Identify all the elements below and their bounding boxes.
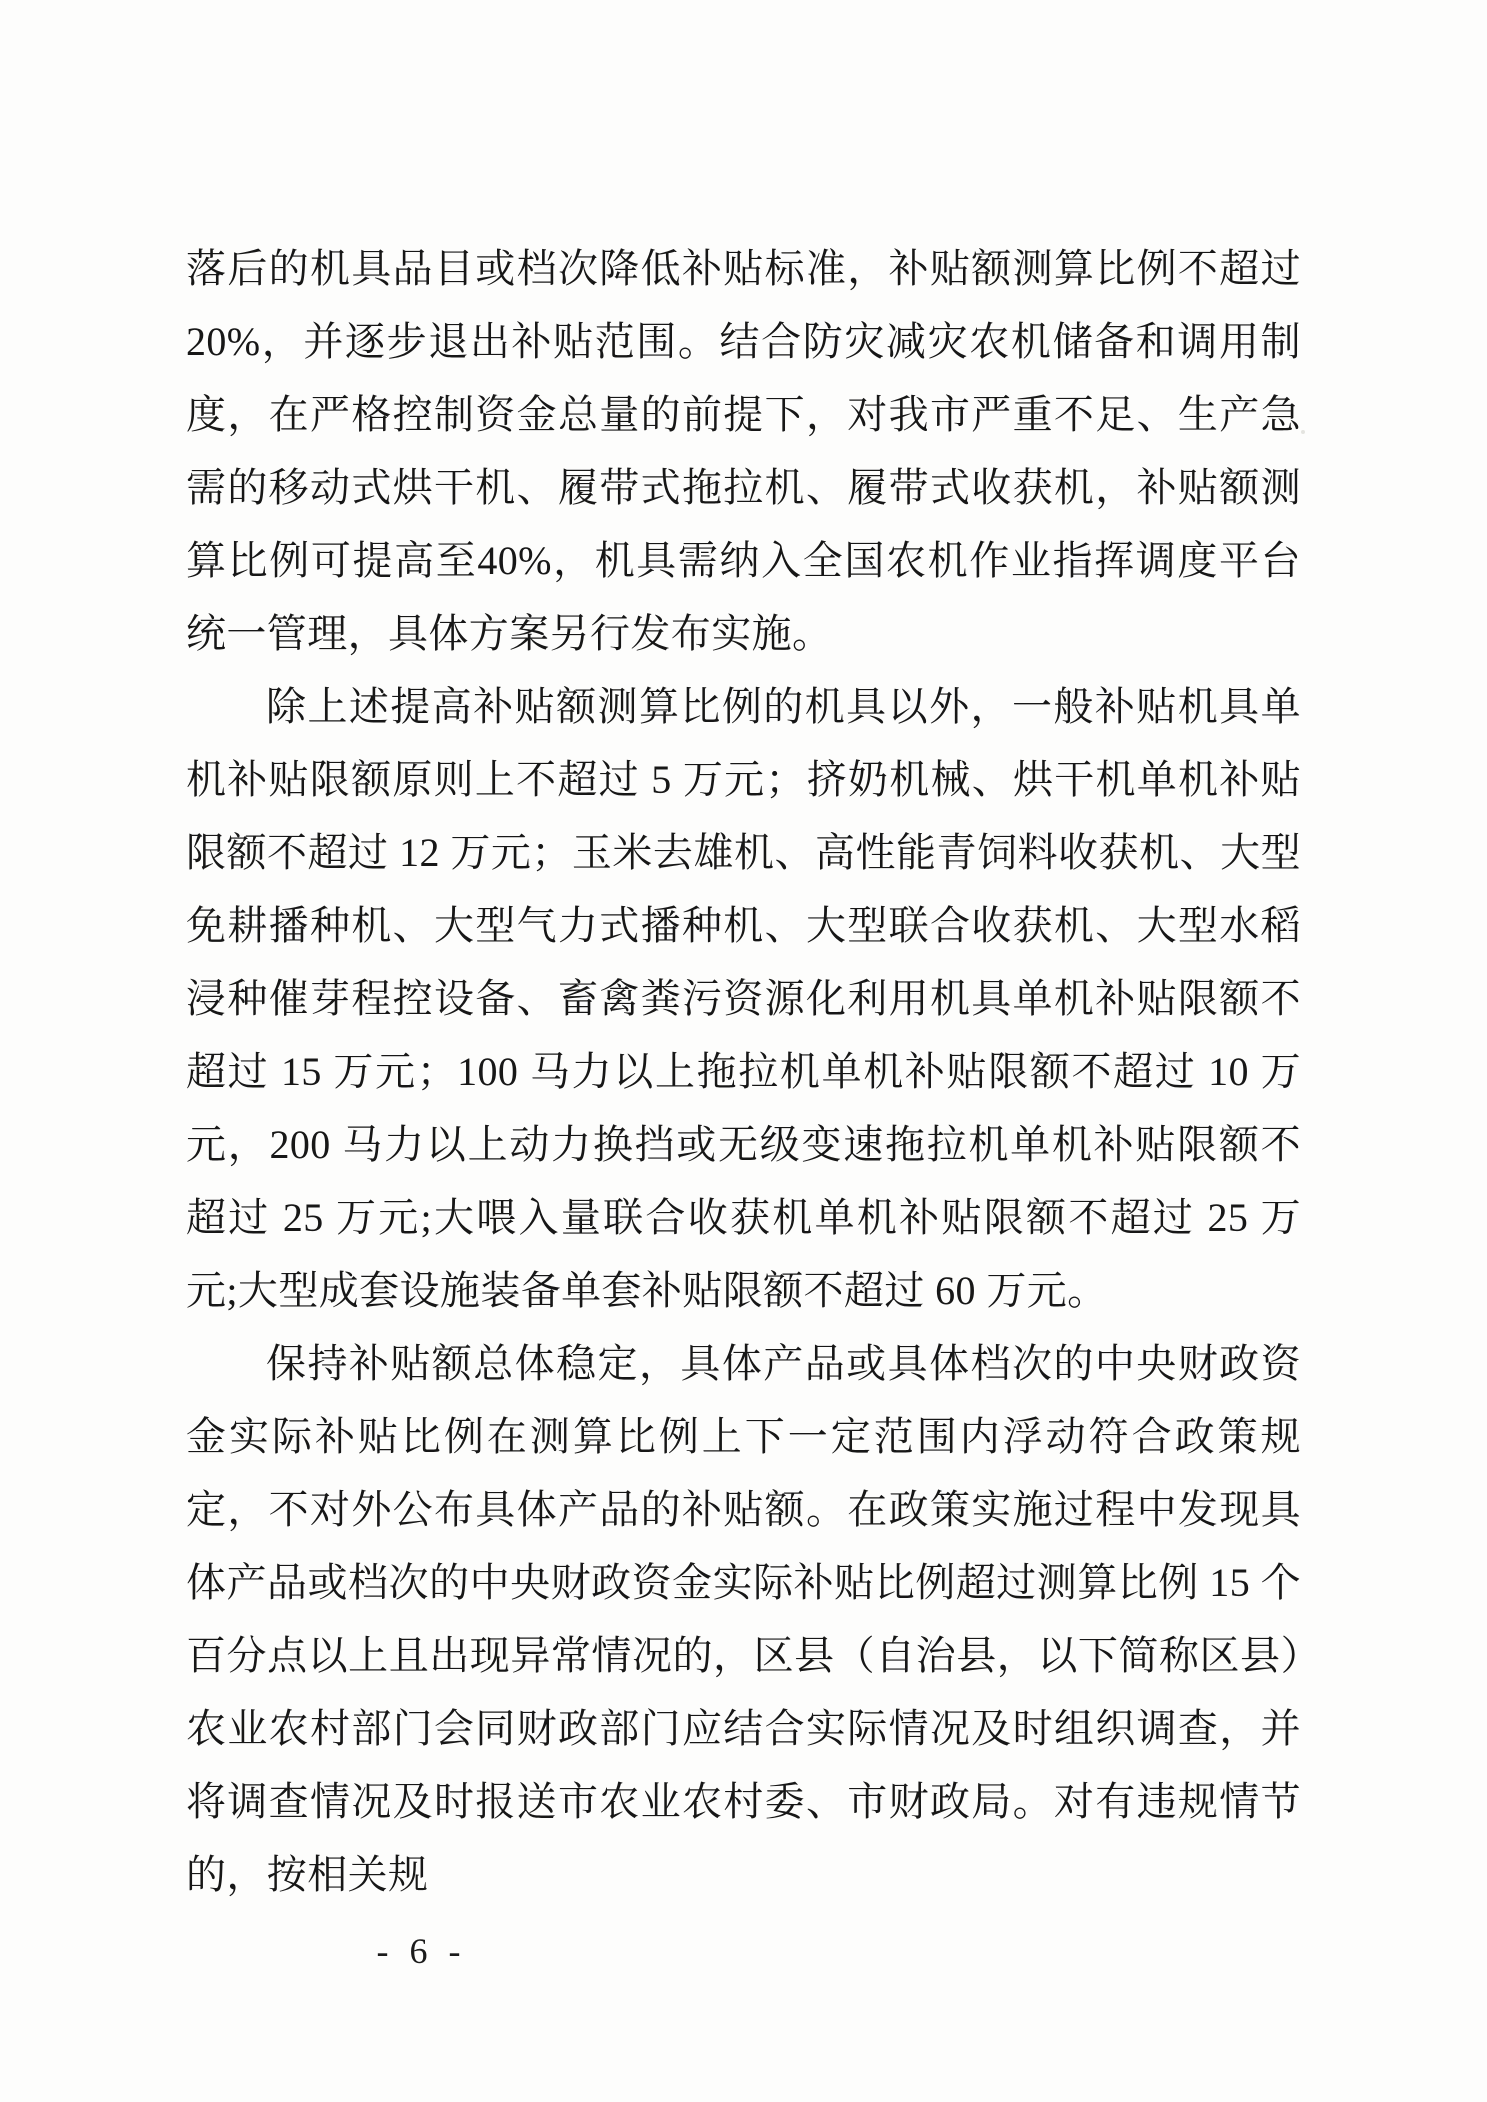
document-body: [186, 232, 1301, 1911]
paper-speck: [1301, 430, 1305, 434]
paragraph-1: 落后的机具品目或档次降低补贴标准，补贴额测算比例不超过20%，并逐步退出补贴范围。结合防灾减灾农机储备和调用制度，在严格控制资金总量的前提下，对我市严重不足、生产急需的移动式烘干机、履带式拖拉机、履带式收获机，补贴额测算比例可提高至40%，机具需纳入全国农机作业指挥调度平台统一管理，具体方案另行发布实施。: [186, 246, 1301, 656]
paragraph-3: 保持补贴额总体稳定，具体产品或具体档次的中央财政资金实际补贴比例在测算比例上下一定范围内浮动符合政策规定，不对外公布具体产品的补贴额。在政策实施过程中发现具体产品或档次的中央财政资金实际补贴比例超过测算比例 15 个百分点以上且出现异常情况的，区县（自治县，以下简称区县）农业农村部门会同财政部门应结合实际情况及时组织调查，并将调查情况及时报送市农业农村委、市财政局。对有违规情节的，按相关规: [186, 1341, 1301, 1897]
page-number-label: - 6 -: [376, 1931, 467, 1971]
paragraph-2: 除上述提高补贴额测算比例的机具以外，一般补贴机具单机补贴限额原则上不超过 5 万元；挤奶机械、烘干机单机补贴限额不超过 12 万元；玉米去雄机、高性能青饲料收获机、大型免耕播种机、大型气力式播种机、大型联合收获机、大型水稻浸种催芽程控设备、畜禽粪污资源化利用机具单机补贴限额不超过 15 万元；100 马力以上拖拉机单机补贴限额不超过 10 万元，200 马力以上动力换挡或无级变速拖拉机单机补贴限额不超过 25 万元;大喂入量联合收获机单机补贴限额不超过 25 万元;大型成套设施装备单套补贴限额不超过 60 万元。: [186, 684, 1301, 1313]
page-number: [0, 1930, 1487, 1972]
